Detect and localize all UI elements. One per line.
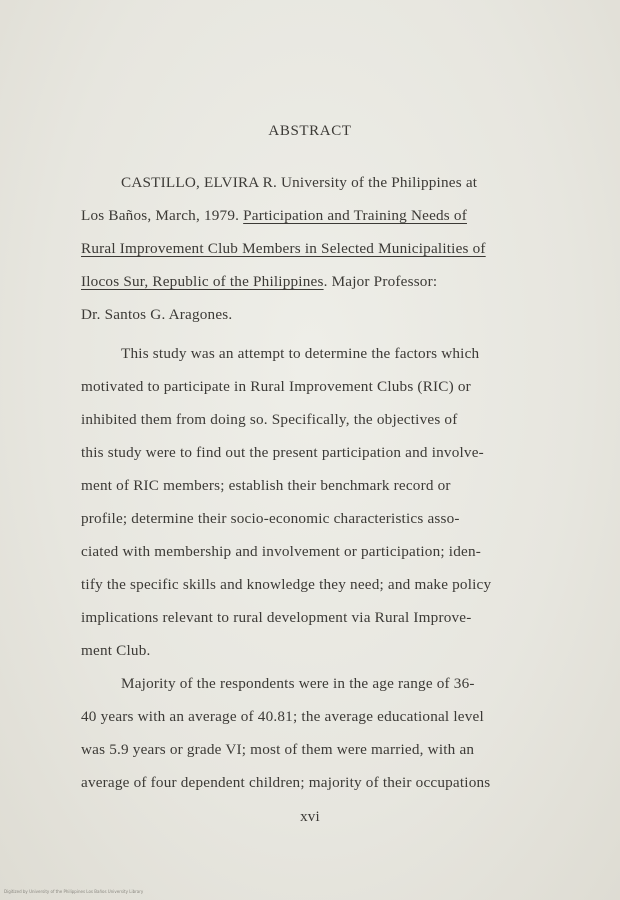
citation-line-2: [81, 206, 601, 226]
paragraph-1-line-8: tify the specific skills and knowledge they need; and make policy: [81, 576, 492, 593]
paragraph-1-line-1: This study was an attempt to determine the factors which: [121, 345, 480, 362]
paragraph-1-line-3: inhibited them from doing so. Specifically, the objectives of: [81, 411, 458, 428]
thesis-title-part-3: Ilocos Sur, Republic of the Philippines: [81, 273, 324, 290]
citation-line-3: [81, 239, 601, 259]
citation-line-4: [81, 272, 601, 292]
thesis-title-part-2: Rural Improvement Club Members in Selected Municipalities of: [81, 240, 486, 257]
paragraph-1-line-4: this study were to find out the present participation and involve-: [81, 444, 484, 461]
paragraph-1-line-2: motivated to participate in Rural Improvement Clubs (RIC) or: [81, 378, 471, 395]
paragraph-1-line-6: profile; determine their socio-economic characteristics asso-: [81, 510, 460, 527]
citation-date: Los Baños, March, 1979.: [81, 207, 240, 224]
citation-line-5: Dr. Santos G. Aragones.: [81, 306, 233, 323]
paragraph-1-line-9: implications relevant to rural development via Rural Improve-: [81, 609, 472, 626]
paragraph-1-line-5: ment of RIC members; establish their benchmark record or: [81, 477, 451, 494]
paragraph-2-line-3: was 5.9 years or grade VI; most of them were married, with an: [81, 741, 475, 758]
paragraph-2-line-1: Majority of the respondents were in the age range of 36-: [121, 675, 475, 692]
page-number: xvi: [300, 809, 320, 825]
abstract-title: ABSTRACT: [268, 123, 352, 139]
digitization-footer: Digitized by University of the Philippines Los Baños University Library: [4, 889, 144, 894]
paragraph-2-line-4: average of four dependent children; majority of their occupations: [81, 774, 491, 791]
citation-line-1: CASTILLO, ELVIRA R. University of the Philippines at: [121, 174, 478, 191]
paragraph-1-line-7: ciated with membership and involvement or participation; iden-: [81, 543, 481, 560]
paragraph-1-line-10: ment Club.: [81, 642, 151, 659]
thesis-title-part-1: Participation and Training Needs of: [243, 207, 467, 224]
paragraph-2-line-2: 40 years with an average of 40.81; the average educational level: [81, 708, 484, 725]
major-professor-label: . Major Professor:: [323, 273, 438, 290]
